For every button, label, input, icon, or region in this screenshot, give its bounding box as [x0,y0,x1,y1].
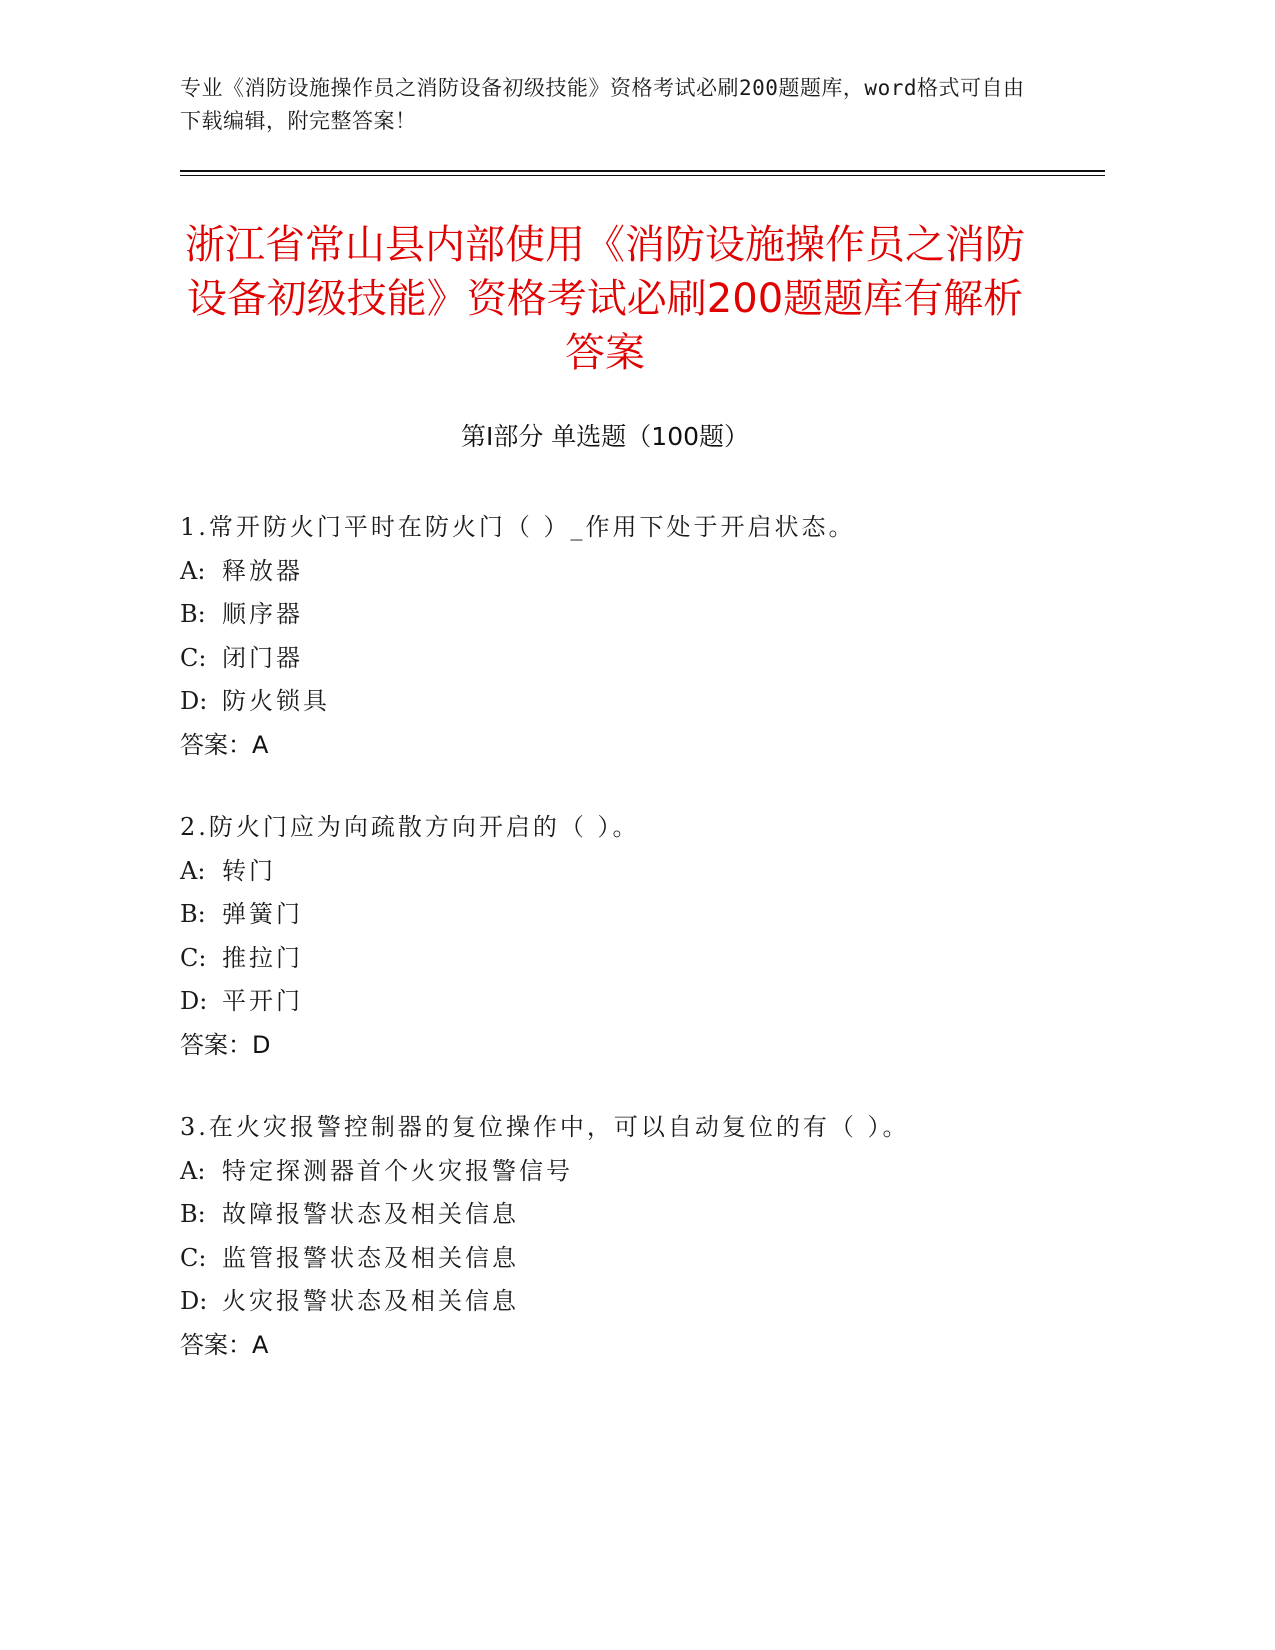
option-key: C: [180,1243,207,1272]
option-text: 特定探测器首个火灾报警信号 [222,1156,573,1185]
answer-line: 答案：D [180,1030,271,1059]
option-d [180,1280,1080,1324]
option-key: B: [180,1200,206,1228]
option-a [180,1150,1080,1194]
option-d [180,980,1080,1024]
document-title: 浙江省常山县内部使用《消防设施操作员之消防设备初级技能》资格考试必刷200题题库有解析答案 [185,222,1025,376]
question-1 [180,506,1080,767]
option-key: A: [180,556,206,585]
answer-line: 答案：A [180,730,269,759]
option-key: D: [180,1287,208,1315]
option-c [180,937,1080,981]
option-key: A: [180,856,206,885]
option-c [180,1237,1080,1281]
option-a [180,550,1080,594]
header-divider-thin [180,175,1105,176]
option-text: 推拉门 [222,943,303,972]
option-key: D: [180,687,208,715]
header-note: 专业《消防设施操作员之消防设备初级技能》资格考试必刷200题题库，word格式可自由下载编辑，附完整答案！ [180,76,1025,133]
option-text: 转门 [222,856,276,885]
option-c [180,637,1080,681]
option-b [180,593,1080,637]
option-text: 顺序器 [222,600,303,628]
option-d [180,680,1080,724]
header-divider-thick [180,170,1105,172]
option-key: B: [180,900,206,928]
option-key: D: [180,987,208,1015]
question-3 [180,1106,1080,1367]
option-key: C: [180,943,207,972]
option-text: 防火锁具 [222,687,330,715]
option-b [180,893,1080,937]
question-stem: 3.在火灾报警控制器的复位操作中，可以自动复位的有（ ）。 [180,1113,910,1141]
answer-line: 答案：A [180,1330,269,1359]
option-a [180,850,1080,894]
question-list [180,506,1080,1406]
option-text: 闭门器 [222,643,303,672]
question-2 [180,806,1080,1067]
option-b [180,1193,1080,1237]
option-text: 火灾报警状态及相关信息 [222,1287,519,1315]
question-stem: 2.防火门应为向疏散方向开启的（ ）。 [180,813,640,841]
option-text: 弹簧门 [222,900,303,928]
option-text: 故障报警状态及相关信息 [222,1200,519,1228]
option-key: B: [180,600,206,628]
option-key: C: [180,643,207,672]
section-title: 第Ⅰ部分 单选题（100题） [460,422,750,451]
option-text: 监管报警状态及相关信息 [222,1243,519,1272]
option-key: A: [180,1156,206,1185]
option-text: 平开门 [222,987,303,1015]
option-text: 释放器 [222,556,303,585]
question-stem: 1.常开防火门平时在防火门（ ）_作用下处于开启状态。 [180,513,856,541]
